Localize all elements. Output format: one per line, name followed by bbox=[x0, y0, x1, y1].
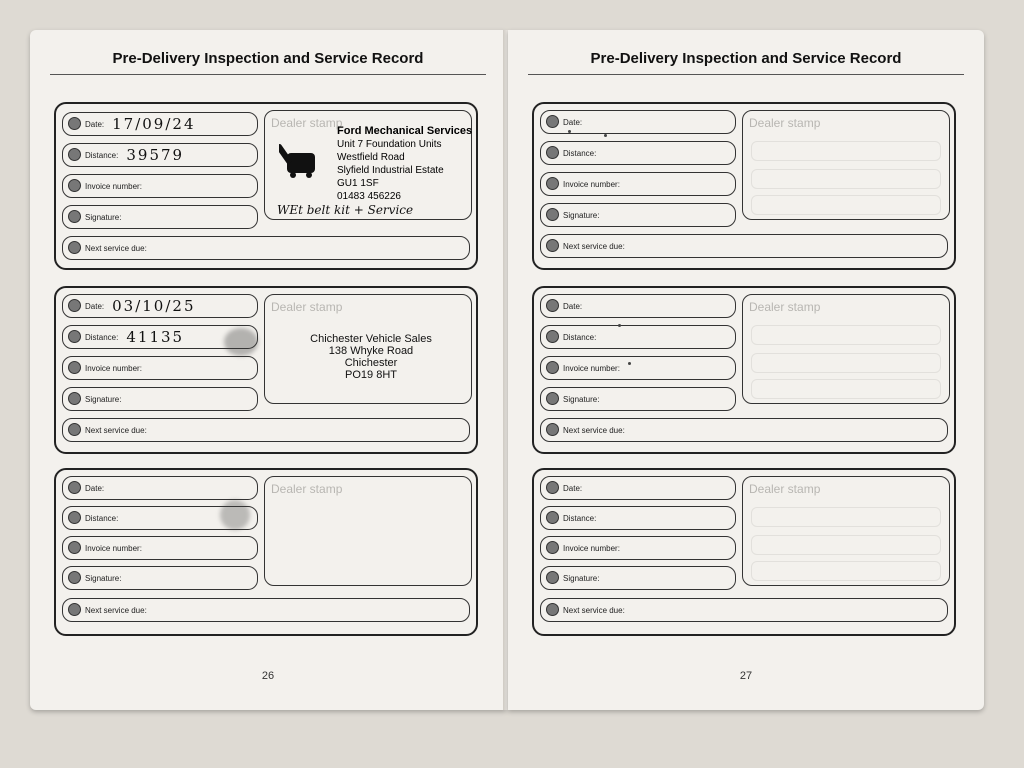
stamp-ghost-line bbox=[751, 325, 941, 345]
signature-field[interactable]: Signature: bbox=[62, 387, 258, 411]
stamp-ghost-line bbox=[751, 169, 941, 189]
invoice-number-field[interactable]: Invoice number: bbox=[62, 356, 258, 380]
ink-smudge bbox=[220, 500, 250, 530]
ink-speck bbox=[628, 362, 631, 365]
bullet-icon bbox=[546, 392, 559, 405]
service-record-6 bbox=[532, 468, 956, 636]
dealer-stamp-box bbox=[742, 294, 950, 404]
bullet-icon bbox=[68, 392, 81, 405]
ink-smudge bbox=[224, 328, 258, 356]
bullet-icon bbox=[68, 241, 81, 254]
stamp-ghost-line bbox=[751, 141, 941, 161]
bullet-icon bbox=[546, 299, 559, 312]
bullet-icon bbox=[68, 361, 81, 374]
bullet-icon bbox=[68, 511, 81, 524]
bullet-icon bbox=[68, 299, 81, 312]
distance-field[interactable]: Distance: bbox=[62, 506, 258, 530]
handwritten-distance: 39579 bbox=[126, 146, 185, 164]
invoice-number-field[interactable]: Invoice number: bbox=[62, 536, 258, 560]
bullet-icon bbox=[546, 603, 559, 616]
distance-field[interactable]: Distance: 39579 bbox=[62, 143, 258, 167]
next-service-field[interactable]: Next service due: bbox=[62, 236, 470, 260]
service-record-4 bbox=[532, 102, 956, 270]
bullet-icon bbox=[68, 330, 81, 343]
left-page bbox=[30, 30, 506, 710]
stamp-ghost-line bbox=[751, 195, 941, 215]
dealer-stamp-box bbox=[742, 110, 950, 220]
bullet-icon bbox=[546, 541, 559, 554]
invoice-number-field[interactable]: Invoice number: bbox=[540, 536, 736, 560]
handwritten-note: WEt belt kit + Service bbox=[277, 203, 414, 217]
signature-field[interactable]: Signature: bbox=[62, 205, 258, 229]
handwritten-date: 17/09/24 bbox=[112, 115, 196, 133]
title-divider bbox=[528, 74, 964, 75]
distance-field[interactable]: Distance: bbox=[540, 325, 736, 349]
dealer-stamp-box bbox=[264, 110, 472, 220]
invoice-number-field[interactable]: Invoice number: bbox=[540, 172, 736, 196]
bullet-icon bbox=[68, 571, 81, 584]
next-service-field[interactable]: Next service due: bbox=[62, 418, 470, 442]
page-title: Pre-Delivery Inspection and Service Record bbox=[590, 50, 902, 67]
dealer-stamp-label: Dealer stamp bbox=[271, 116, 343, 130]
bullet-icon bbox=[546, 115, 559, 128]
ink-speck bbox=[618, 324, 621, 327]
bullet-icon bbox=[546, 330, 559, 343]
title-divider bbox=[50, 74, 486, 75]
signature-field[interactable]: Signature: bbox=[540, 566, 736, 590]
bullet-icon bbox=[68, 603, 81, 616]
service-record-1 bbox=[54, 102, 478, 270]
bullet-icon bbox=[68, 210, 81, 223]
stamp-ghost-line bbox=[751, 535, 941, 555]
bullet-icon bbox=[546, 511, 559, 524]
next-service-field[interactable]: Next service due: bbox=[62, 598, 470, 622]
handwritten-date: 03/10/25 bbox=[112, 297, 196, 315]
dealer-stamp-label: Dealer stamp bbox=[271, 300, 343, 314]
dealer-stamp-label: Dealer stamp bbox=[749, 300, 821, 314]
invoice-number-field[interactable]: Invoice number: bbox=[540, 356, 736, 380]
dealer-stamp-label: Dealer stamp bbox=[749, 482, 821, 496]
distance-field[interactable]: Distance: bbox=[540, 506, 736, 530]
bullet-icon bbox=[546, 571, 559, 584]
stamp-ghost-line bbox=[751, 561, 941, 581]
service-record-2 bbox=[54, 286, 478, 454]
dealer-stamp-box bbox=[264, 476, 472, 586]
dealer-stamp-box bbox=[264, 294, 472, 404]
service-record-5 bbox=[532, 286, 956, 454]
bullet-icon bbox=[68, 541, 81, 554]
bullet-icon bbox=[546, 423, 559, 436]
chichester-stamp: Chichester Vehicle Sales 138 Whyke Road Chichester PO19 8HT bbox=[310, 333, 432, 381]
ford-mechanical-stamp: Ford Mechanical Services Unit 7 Foundation Units Westfield Road Slyfield Industrial Estate GU1 1SF 01483 456226 bbox=[337, 125, 473, 202]
bullet-icon bbox=[546, 239, 559, 252]
next-service-field[interactable]: Next service due: bbox=[540, 598, 948, 622]
distance-field[interactable]: Distance: bbox=[540, 141, 736, 165]
wrench-car-logo-icon bbox=[279, 139, 319, 179]
signature-field[interactable]: Signature: bbox=[540, 203, 736, 227]
date-field[interactable]: Date: bbox=[540, 476, 736, 500]
bullet-icon bbox=[68, 423, 81, 436]
handwritten-distance: 41135 bbox=[126, 328, 185, 346]
signature-field[interactable]: Signature: bbox=[540, 387, 736, 411]
service-record-3 bbox=[54, 468, 478, 636]
stamp-ghost-line bbox=[751, 353, 941, 373]
date-field[interactable]: Date: 03/10/25 bbox=[62, 294, 258, 318]
bullet-icon bbox=[68, 481, 81, 494]
distance-field[interactable]: Distance: 41135 bbox=[62, 325, 258, 349]
bullet-icon bbox=[546, 208, 559, 221]
date-field[interactable]: Date: bbox=[540, 110, 736, 134]
page-number: 27 bbox=[739, 670, 753, 682]
bullet-icon bbox=[546, 177, 559, 190]
signature-field[interactable]: Signature: bbox=[62, 566, 258, 590]
bullet-icon bbox=[546, 361, 559, 374]
dealer-stamp-label: Dealer stamp bbox=[749, 116, 821, 130]
bullet-icon bbox=[546, 146, 559, 159]
next-service-field[interactable]: Next service due: bbox=[540, 418, 948, 442]
date-field[interactable]: Date: bbox=[540, 294, 736, 318]
stamp-ghost-line bbox=[751, 507, 941, 527]
right-page bbox=[508, 30, 984, 710]
page-title: Pre-Delivery Inspection and Service Record bbox=[112, 50, 424, 67]
date-field[interactable]: Date: bbox=[62, 476, 258, 500]
bullet-icon bbox=[68, 117, 81, 130]
bullet-icon bbox=[546, 481, 559, 494]
bullet-icon bbox=[68, 148, 81, 161]
dealer-stamp-label: Dealer stamp bbox=[271, 482, 343, 496]
ink-speck bbox=[568, 130, 571, 133]
dealer-stamp-box bbox=[742, 476, 950, 586]
ink-speck bbox=[604, 134, 607, 137]
page-number: 26 bbox=[261, 670, 275, 682]
invoice-number-field[interactable]: Invoice number: bbox=[62, 174, 258, 198]
bullet-icon bbox=[68, 179, 81, 192]
stamp-ghost-line bbox=[751, 379, 941, 399]
next-service-field[interactable]: Next service due: bbox=[540, 234, 948, 258]
date-field[interactable]: Date: 17/09/24 bbox=[62, 112, 258, 136]
